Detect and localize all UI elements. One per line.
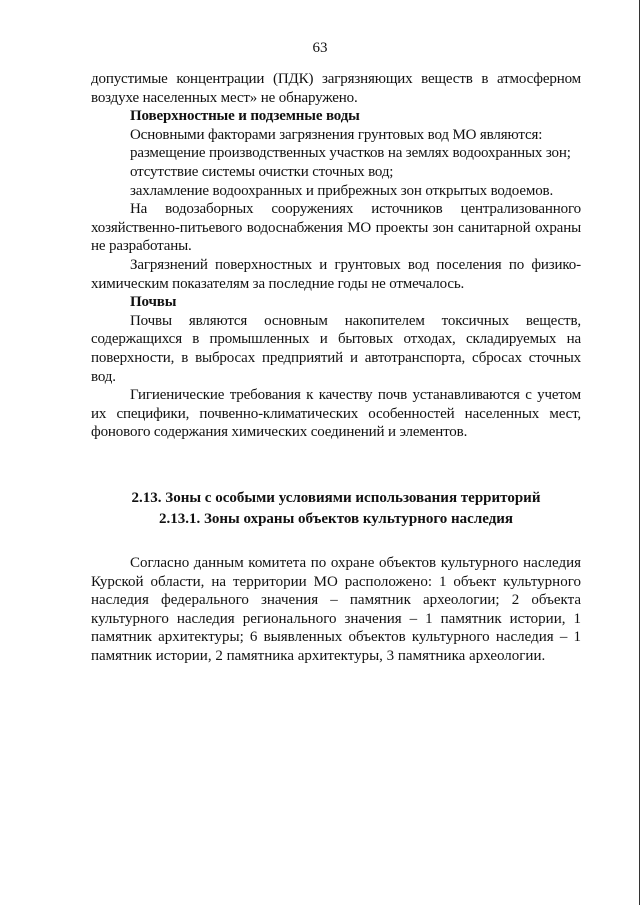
subsection-heading: 2.13.1. Зоны охраны объектов культурного наследия [158, 511, 514, 527]
paragraph: отсутствие системы очистки сточных вод; [130, 163, 394, 180]
body-text-top [91, 70, 581, 442]
paragraph: Основными факторами загрязнения грунтовых вод МО являются: [130, 126, 543, 143]
paragraph: Загрязнений поверхностных и грунтовых вод поселения по физико-химическим показателям за последние годы не отмечалось. [91, 256, 581, 292]
paragraph: захламление водоохранных и прибрежных зон открытых водоемов. [130, 182, 554, 199]
paragraph: Гигиенические требования к качеству почв устанавливаются с учетом их специфики, почвенно-климатических особенностей населенных мест, фонового содержания химических соединений и элементов. [91, 387, 581, 441]
paragraph: Согласно данным комитета по охране объектов культурного наследия Курской области, на территории МО расположено: 1 объект культурного наследия федерального значения – памятник археологии; 2 объекта культурного наследия регионального значения – 1 памятник истории, 1 памятник архитектуры; 6 выявленных объектов культурного наследия – 1 памятник истории, 2 памятника архитектуры, 3 памятника археологии. [91, 555, 581, 664]
paragraph: Почвы являются основным накопителем токсичных веществ, содержащихся в промышленных и бытовых отходах, складируемых на поверхности, в выбросах предприятий и автотранспорта, сбросах сточных вод. [91, 312, 581, 385]
subheading-soil: Почвы [130, 294, 177, 311]
paragraph: размещение производственных участков на землях водоохранных зон; [130, 145, 571, 162]
paragraph: допустимые концентрации (ПДК) загрязняющих веществ в атмосферном воздухе населенных мест» не обнаружено. [91, 71, 581, 106]
page-number: 63 [312, 40, 328, 56]
body-text-culture [91, 554, 581, 666]
section-heading: 2.13. Зоны с особыми условиями использования территорий [131, 490, 541, 506]
subheading-water: Поверхностные и подземные воды [130, 108, 360, 125]
paragraph: На водозаборных сооружениях источников централизованного хозяйственно-питьевого водоснабжения МО проекты зон санитарной охраны не разработаны. [91, 201, 581, 255]
